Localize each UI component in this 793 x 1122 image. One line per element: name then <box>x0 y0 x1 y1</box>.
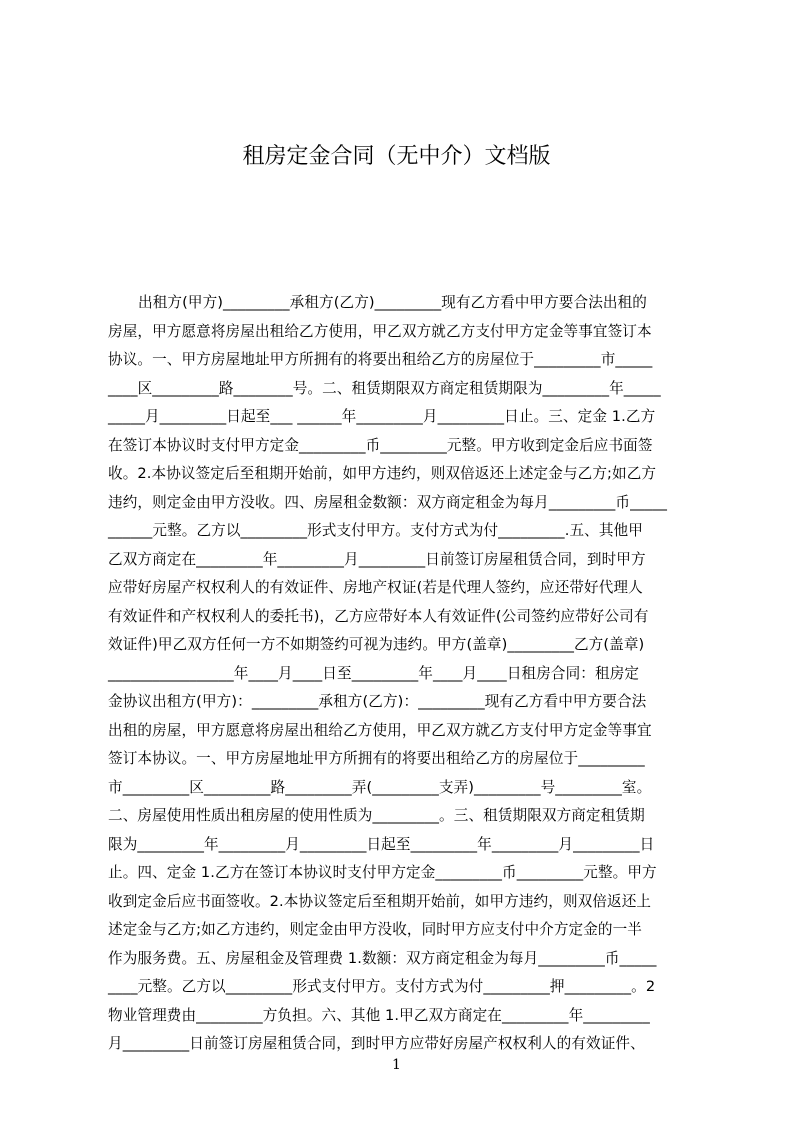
text-line: 止。四、定金 1.乙方在签订本协议时支付甲方定金_________币_________元整。甲方 <box>108 864 657 881</box>
page-number: 1 <box>392 1057 401 1073</box>
text-line: 效证件)甲乙双方任何一方不如期签约可视为违约。甲方(盖章)_________乙方(盖章) <box>108 636 645 653</box>
text-line: _____月_________日起至___ ______年_________月_________日止。三、定金 1.乙方 <box>108 408 656 425</box>
text-line: 违约，则定金由甲方没收。四、房屋租金数额：双方商定租金为每月_________币_____ <box>108 493 668 511</box>
text-line: 作为服务费。五、房屋租金及管理费 1.数额：双方商定租金为每月_________币_____ <box>108 949 657 967</box>
text-line: 收。2.本协议签定后至租期开始前，如甲方违约，则双倍返还上述定金与乙方;如乙方 <box>108 465 657 482</box>
page-title: 租房定金合同（无中介）文档版 <box>242 144 551 169</box>
text-line: 收到定金后应书面签收。2.本协议签定后至租期开始前，如甲方违约，则双倍返还上 <box>108 892 652 910</box>
text-line: 二、房屋使用性质出租房屋的使用性质为_________。三、租赁期限双方商定租赁期 <box>108 807 645 824</box>
text-line: ____区_________路________号。二、租赁期限双方商定租赁期限为_________年_____ <box>108 379 661 397</box>
text-line: 有效证件和产权权利人的委托书)，乙方应带好本人有效证件(公司签约应带好公司有 <box>108 607 649 625</box>
text-line: 应带好房屋产权权利人的有效证件、房地产权证(若是代理人签约，应还带好代理人 <box>108 579 643 596</box>
text-line: 在签订本协议时支付甲方定金_________币_________元整。甲方收到定金后应书面签 <box>108 436 653 454</box>
text-line: 市_________区_________路_________弄(_________支弄)_________号_________室。 <box>108 778 652 796</box>
text-line: ____元整。乙方以_________形式支付甲方。支付方式为付_________押_________。2 <box>108 978 656 995</box>
text-line: 金协议出租方(甲方)：_________承租方(乙方)：_________现有乙方看中甲方要合法 <box>108 693 647 710</box>
text-line: 签订本协议。一、甲方房屋地址甲方所拥有的将要出租给乙方的房屋位于_________ <box>108 750 645 767</box>
text-line: 房屋，甲方愿意将房屋出租给乙方使用，甲乙双方就乙方支付甲方定金等事宜签订本 <box>108 322 652 340</box>
text-line: 出租的房屋，甲方愿意将房屋出租给乙方使用，甲乙双方就乙方支付甲方定金等事宜 <box>108 721 652 739</box>
text-line: 述定金与乙方;如乙方违约，则定金由甲方没收，同时甲方应支付中介方定金的一半 <box>108 921 642 938</box>
text-line: 限为_________年_________月_________日起至_________年_________月_________日 <box>108 835 655 853</box>
text-line: _________________年____月____日至_________年____月____日租房合同：租房定 <box>108 664 640 682</box>
text-line: 月_________日前签订房屋租赁合同，到时甲方应带好房屋产权权利人的有效证件、 <box>108 1035 645 1052</box>
text-line: 物业管理费由_________方负担。六、其他 1.甲乙双方商定在_________年_________ <box>108 1006 650 1024</box>
document-body <box>108 289 698 1052</box>
text-line: 乙双方商定在_________年_________月_________日前签订房屋租赁合同，到时甲方 <box>108 550 646 568</box>
text-line: 协议。一、甲方房屋地址甲方所拥有的将要出租给乙方的房屋位于_________市_____ <box>108 351 653 368</box>
text-line: ______元整。乙方以_________形式支付甲方。支付方式为付_________.五、其他甲 <box>108 522 643 539</box>
text-line: 出租方(甲方)_________承租方(乙方)_________现有乙方看中甲方要合法出租的 <box>138 294 647 311</box>
